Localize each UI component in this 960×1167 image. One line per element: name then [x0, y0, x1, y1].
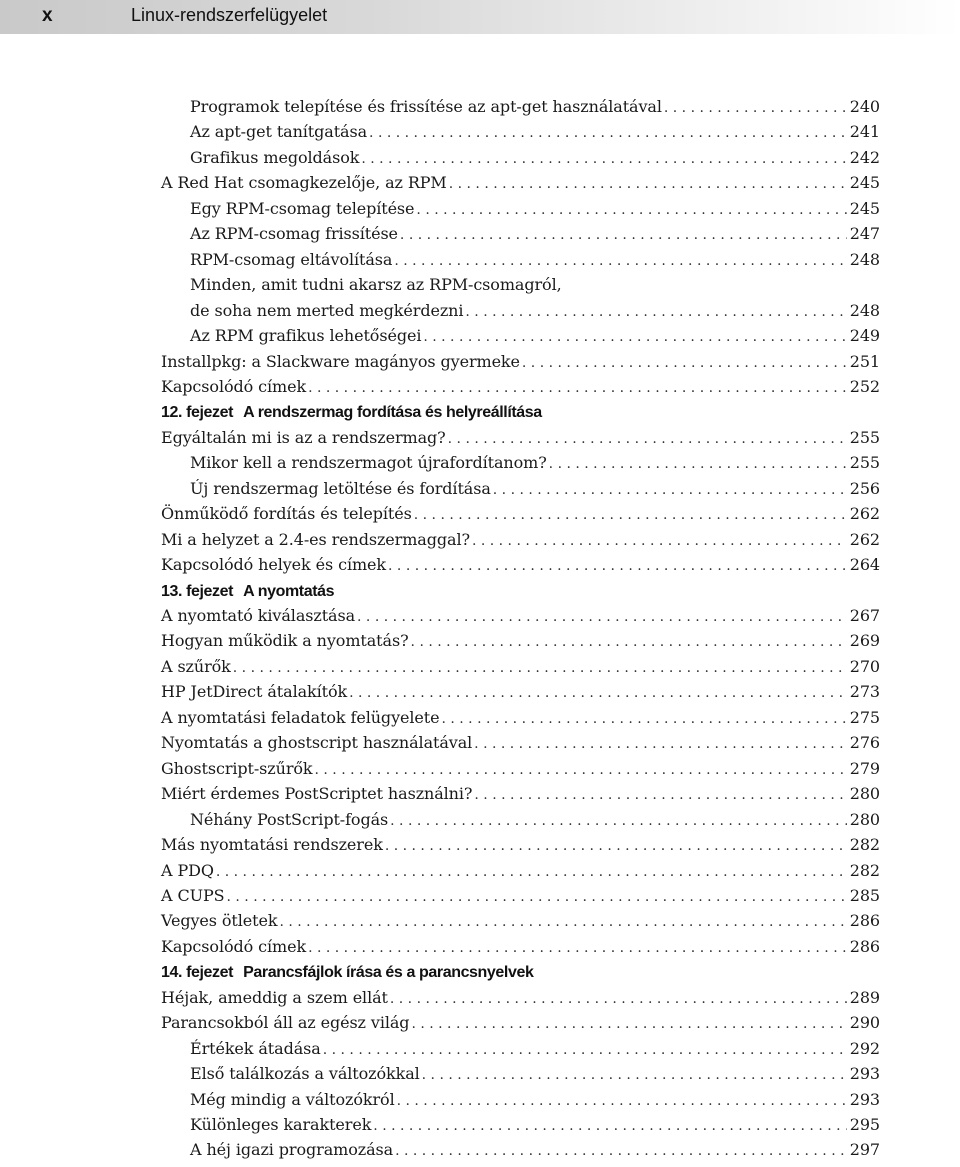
toc-page-number: 293 [849, 1064, 880, 1083]
chapter-number: 13. fejezet [161, 583, 234, 600]
toc-entry-title: de soha nem merted megkérdezni [190, 301, 464, 320]
toc-entry[interactable] [161, 606, 880, 632]
toc-page-number: 275 [849, 708, 880, 727]
toc-page-number: 273 [849, 682, 880, 701]
toc-entry[interactable] [161, 352, 880, 378]
toc-page-number: 285 [849, 886, 880, 905]
toc-entry[interactable] [190, 224, 880, 250]
chapter-title: A nyomtatás [243, 583, 335, 600]
toc-page-number: 248 [849, 250, 880, 269]
toc-entry[interactable] [161, 682, 880, 708]
toc-page-number: 255 [849, 453, 880, 472]
dot-leader [369, 125, 847, 141]
toc-entry-title: Hogyan működik a nyomtatás? [161, 631, 409, 650]
chapter-title: A rendszermag fordítása és helyreállítása [243, 404, 542, 421]
toc-entry[interactable] [190, 301, 880, 327]
toc-entry[interactable] [190, 1140, 880, 1166]
toc-page-number: 286 [849, 911, 880, 930]
toc-page-number: 262 [849, 504, 880, 523]
toc-entry-title: HP JetDirect átalakítók [161, 682, 348, 701]
toc-entry[interactable] [161, 504, 880, 530]
toc-entry[interactable] [161, 631, 880, 657]
dot-leader [441, 711, 846, 727]
dot-leader [357, 609, 847, 625]
toc-entry[interactable] [190, 453, 880, 479]
toc-entry-title: RPM-csomag eltávolítása [190, 250, 393, 269]
toc-entry[interactable] [161, 911, 880, 937]
toc-entry[interactable] [161, 759, 880, 785]
toc-entry-title: Értékek átadása [190, 1039, 321, 1058]
toc-entry[interactable] [161, 657, 880, 683]
toc-entry-title: Az apt-get tanítgatása [190, 122, 368, 141]
dot-leader [388, 558, 847, 574]
dot-leader [400, 227, 847, 243]
toc-entry[interactable] [161, 530, 880, 556]
toc-page-number: 286 [849, 937, 880, 956]
running-header [0, 0, 960, 34]
toc-page-number: 269 [849, 631, 880, 650]
toc-page-number: 242 [849, 148, 880, 167]
toc-page-number: 290 [849, 1013, 880, 1032]
toc-entry[interactable] [190, 479, 880, 505]
toc-entry-title: Miért érdemes PostScriptet használni? [161, 784, 473, 803]
toc-page-number: 245 [849, 173, 880, 192]
dot-leader [411, 1016, 846, 1032]
toc-entry[interactable] [161, 377, 880, 403]
toc-entry-title: Kapcsolódó helyek és címek [161, 555, 387, 574]
chapter-heading [161, 964, 533, 990]
toc-entry[interactable] [161, 937, 880, 963]
toc-entry-title: Néhány PostScript-fogás [190, 810, 389, 829]
page-number: x [42, 5, 53, 26]
toc-entry[interactable] [190, 326, 880, 352]
toc-entry[interactable] [190, 1039, 880, 1065]
toc-entry-title: Kapcsolódó címek [161, 937, 307, 956]
toc-entry[interactable] [161, 173, 880, 199]
toc-page-number: 262 [849, 530, 880, 549]
dot-leader [390, 813, 847, 829]
toc-entry-title: Egyáltalán mi is az a rendszermag? [161, 428, 446, 447]
dot-leader [474, 736, 847, 752]
toc-page-number: 293 [849, 1090, 880, 1109]
toc-page-number: 282 [849, 861, 880, 880]
toc-entry-title: Önműködő fordítás és telepítés [161, 504, 412, 523]
toc-entry-title: A PDQ [161, 861, 214, 880]
dot-leader [349, 685, 847, 701]
toc-page-number: 280 [849, 810, 880, 829]
toc-entry-title: Ghostscript-szűrők [161, 759, 313, 778]
dot-leader [411, 634, 847, 650]
dot-leader [664, 100, 847, 116]
toc-entry-title: Installpkg: a Slackware magányos gyermeke [161, 352, 520, 371]
toc-entry[interactable] [190, 97, 880, 123]
dot-leader [397, 1093, 847, 1109]
toc-entry[interactable] [190, 275, 880, 301]
toc-page-number: 241 [849, 122, 880, 141]
toc-entry-title: Első találkozás a változókkal [190, 1064, 420, 1083]
dot-leader [390, 991, 847, 1007]
dot-leader [323, 1042, 847, 1058]
dot-leader [472, 533, 847, 549]
toc-entry-title: A nyomtatási feladatok felügyelete [161, 708, 440, 727]
toc-entry-title: Mi a helyzet a 2.4-es rendszermaggal? [161, 530, 470, 549]
toc-entry-title: A héj igazi programozása [190, 1140, 394, 1159]
toc-entry[interactable] [161, 708, 880, 734]
toc-page-number: 279 [849, 759, 880, 778]
dot-leader [522, 355, 847, 371]
toc-entry[interactable] [161, 555, 880, 581]
toc-entry[interactable] [190, 1064, 880, 1090]
toc-page-number: 276 [849, 733, 880, 752]
dot-leader [423, 329, 846, 345]
dot-leader [549, 456, 847, 472]
toc-page-number: 280 [849, 784, 880, 803]
toc-entry-title: A szűrők [161, 657, 231, 676]
toc-entry-title: Mikor kell a rendszermagot újrafordítanom? [190, 453, 547, 472]
toc-page-number: 248 [849, 301, 880, 320]
chapter-title: Parancsfájlok írása és a parancsnyelvek [243, 964, 534, 981]
toc-entry[interactable] [161, 733, 880, 759]
dot-leader [308, 940, 847, 956]
toc-entry[interactable] [161, 835, 880, 861]
dot-leader [474, 787, 846, 803]
toc-entry[interactable] [161, 988, 880, 1014]
dot-leader [233, 660, 847, 676]
toc-entry[interactable] [161, 784, 880, 810]
dot-leader [361, 151, 846, 167]
dot-leader [448, 431, 847, 447]
toc-entry-title: A CUPS [161, 886, 225, 905]
dot-leader [465, 304, 846, 320]
toc-entry-title: Kapcsolódó címek [161, 377, 307, 396]
toc-entry-title: Új rendszermag letöltése és fordítása [190, 479, 491, 498]
toc-page-number: 240 [849, 97, 880, 116]
chapter-number: 14. fejezet [161, 964, 234, 981]
toc-entry-title: Parancsokból áll az egész világ [161, 1013, 410, 1032]
toc-page-number: 295 [849, 1115, 880, 1134]
dot-leader [422, 1067, 847, 1083]
dot-leader [414, 507, 847, 523]
dot-leader [385, 838, 847, 854]
toc-entry[interactable] [190, 1115, 880, 1141]
toc-entry[interactable] [190, 810, 880, 836]
toc-entry-title: A nyomtató kiválasztása [161, 606, 356, 625]
dot-leader [416, 202, 846, 218]
toc-page-number: 249 [849, 326, 880, 345]
toc-entry[interactable] [190, 148, 880, 174]
toc-page-number: 252 [849, 377, 880, 396]
toc-entry[interactable] [161, 1013, 880, 1039]
dot-leader [493, 482, 847, 498]
toc-entry-title: Még mindig a változókról [190, 1090, 395, 1109]
toc-entry-title: Programok telepítése és frissítése az apt-get használatával [190, 97, 662, 116]
book-title: Linux-rendszerfelügyelet [131, 5, 328, 25]
toc-page-number: 282 [849, 835, 880, 854]
chapter-number: 12. fejezet [161, 404, 234, 421]
dot-leader [308, 380, 847, 396]
toc-page-number: 245 [849, 199, 880, 218]
toc-entry-title: Vegyes ötletek [161, 911, 278, 930]
dot-leader [315, 762, 847, 778]
toc-entry-title: Minden, amit tudni akarsz az RPM-csomagról, [190, 275, 562, 294]
toc-page-number: 289 [849, 988, 880, 1007]
toc-entry[interactable] [161, 886, 880, 912]
toc-entry-title: Egy RPM-csomag telepítése [190, 199, 415, 218]
dot-leader [373, 1118, 846, 1134]
toc-entry[interactable] [190, 122, 880, 148]
toc-page-number: 255 [849, 428, 880, 447]
toc-page-number: 247 [849, 224, 880, 243]
toc-entry[interactable] [190, 199, 880, 225]
toc-page-number: 292 [849, 1039, 880, 1058]
dot-leader [395, 1143, 847, 1159]
dot-leader [449, 176, 847, 192]
toc-entry-title: Különleges karakterek [190, 1115, 372, 1134]
toc-entry-title: Az RPM grafikus lehetőségei [190, 326, 422, 345]
toc-entry-title: Más nyomtatási rendszerek [161, 835, 383, 854]
toc-entry[interactable] [161, 428, 880, 454]
toc-page-number: 264 [849, 555, 880, 574]
toc-entry-title: Grafikus megoldások [190, 148, 360, 167]
dot-leader [394, 253, 846, 269]
toc-entry[interactable] [190, 250, 880, 276]
toc-entry-title: Nyomtatás a ghostscript használatával [161, 733, 473, 752]
toc-entry-title: Héjak, ameddig a szem ellát [161, 988, 388, 1007]
toc-entry-title: Az RPM-csomag frissítése [190, 224, 398, 243]
toc-entry-title: A Red Hat csomagkezelője, az RPM [161, 173, 447, 192]
dot-leader [227, 889, 847, 905]
dot-leader [279, 914, 846, 930]
chapter-heading [161, 404, 542, 430]
toc-entry[interactable] [190, 1090, 880, 1116]
toc-entry[interactable] [161, 861, 880, 887]
toc-page-number: 297 [849, 1140, 880, 1159]
toc-page-number: 256 [849, 479, 880, 498]
toc-page-number: 267 [849, 606, 880, 625]
toc-page-number: 270 [849, 657, 880, 676]
dot-leader [216, 864, 847, 880]
toc-page-number: 251 [849, 352, 880, 371]
